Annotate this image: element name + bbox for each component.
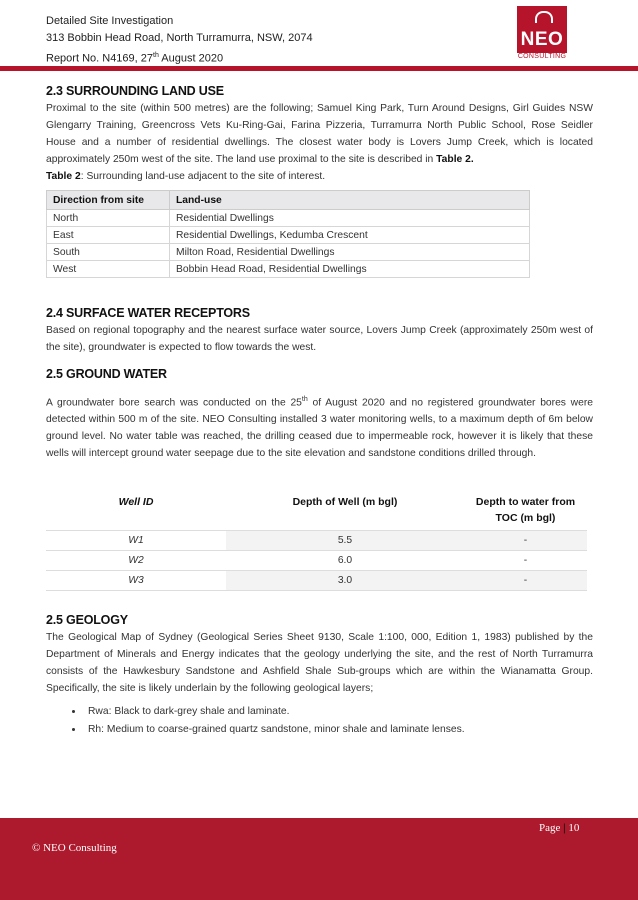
geology-paragraph: The Geological Map of Sydney (Geological Series Sheet 9130, Scale 1:100, 000, Edition 1, 1983) published by the Department of Minerals and Energy indicates that the geology underlying the site, and the rest of North Turramurra consists of the Hawkesbury Sandstone and Ashfield Shale Sub-groups which are within the Wianamatta Group. Specifically, the site is likely underlain by the following geological layers; [46,632,593,695]
land-use-cell: Milton Road, Residential Dwellings [170,244,530,261]
well-id-cell: W1 [46,531,226,551]
table-row [47,210,530,227]
direction-cell: South [47,244,170,261]
direction-cell: East [47,227,170,244]
section-heading-surface-water: 2.4 SURFACE WATER RECEPTORS [46,306,250,320]
table-row [46,551,587,571]
well-depth-cell: 5.5 [226,531,464,551]
land-use-cell: Residential Dwellings [170,210,530,227]
well-depth-cell: 6.0 [226,551,464,571]
page-number: Page | 10 [539,822,580,834]
land-use-cell: Bobbin Head Road, Residential Dwellings [170,261,530,278]
water-depth-cell: - [464,531,587,551]
logo-subtext: CONSULTING [517,53,567,60]
table-reference: Table 2. [436,154,474,165]
logo-badge [517,6,567,53]
table-row [47,227,530,244]
well-id-cell: W2 [46,551,226,571]
logo-text: NEO [520,29,564,50]
document-header [46,13,313,68]
copyright-text: © NEO Consulting [32,842,117,854]
column-header-depth-of-well: Depth of Well (m bgl) [292,496,398,509]
geology-bullet-list [46,703,593,739]
header-report-number: Report No. N4169, 27th August 2020 [46,52,224,65]
logo-arc-icon [535,11,553,23]
water-depth-cell: - [464,571,587,591]
land-use-paragraph: Proximal to the site (within 500 metres) are the following; Samuel King Park, Turn Around Designs, Girl Guides NSW Glengarry Training, Greencross Vets Ku-Ring-Gai, Farina Pizzeria, Turramurra North Public School, Rose Seidler House and a number of residential dwellings. The closest water body is Lovers Jump Creek, which is located approximately 250m west of the site. The land use proximal to the site is described in Table 2. [46,103,593,165]
section-heading-geology: 2.5 GEOLOGY [46,613,128,628]
column-header-well-id: Well ID [118,496,154,509]
neo-consulting-logo [517,6,567,62]
column-header-depth-to-water: Depth to water from [475,496,576,509]
table-row [46,571,587,591]
list-item: • Rh: Medium to coarse-grained quartz sandstone, minor shale and laminate lenses. [84,721,593,739]
well-depth-cell: 3.0 [226,571,464,591]
direction-cell: West [47,261,170,278]
column-header-toc: TOC (m bgl) [495,512,556,525]
column-header-direction: Direction from site [47,191,170,210]
section-heading-land-use: 2.3 SURROUNDING LAND USE [46,84,224,98]
section-heading-ground-water: 2.5 GROUND WATER [46,367,167,381]
surface-water-paragraph: Based on regional topography and the nearest surface water source, Lovers Jump Creek (approximately 250m west of the site), groundwater is expected to flow towards the west. [46,325,593,353]
column-header-land-use: Land-use [170,191,530,210]
table-row [47,261,530,278]
table-header-row [47,191,530,210]
list-item: • Rwa: Black to dark-grey shale and laminate. [84,703,593,721]
water-depth-cell: - [464,551,587,571]
table-header-row [46,494,587,510]
direction-cell: North [47,210,170,227]
table-row [46,531,587,551]
table-row [47,244,530,261]
header-address: 313 Bobbin Head Road, North Turramurra, NSW, 2074 [46,32,313,44]
page-content [46,71,593,739]
land-use-table [46,190,530,278]
land-use-cell: Residential Dwellings, Kedumba Crescent [170,227,530,244]
page-footer [0,818,638,900]
header-title: Detailed Site Investigation [46,15,174,27]
table-caption: Table 2: Surrounding land-use adjacent to the site of interest. [46,171,326,182]
ground-water-paragraph: A groundwater bore search was conducted on the 25th of August 2020 and no registered groundwater bores were detected within 500 m of the site. NEO Consulting installed 3 water monitoring wells, to a maximum depth of 6m below ground level. No water table was reached, the drilling ceased due to impermeable rock, however it is likely that these wells will intercept ground water seepage due to the site elevation and sandstone conditions drilled through. [46,396,593,460]
wells-table [46,494,587,591]
well-id-cell: W3 [46,571,226,591]
